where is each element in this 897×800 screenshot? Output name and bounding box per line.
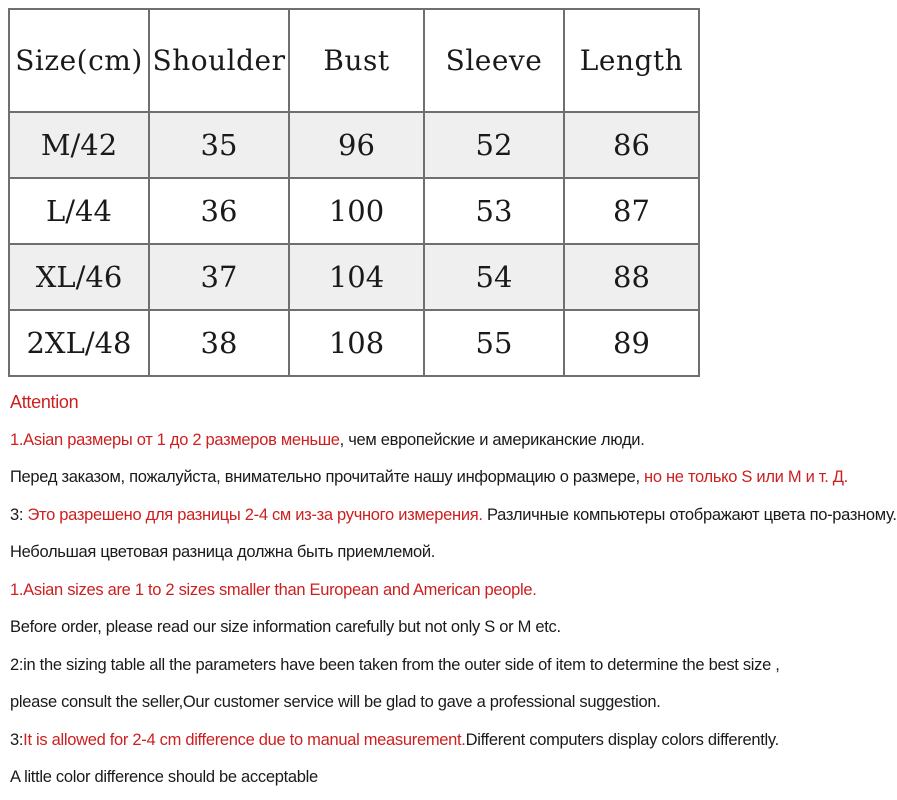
table-row — [9, 178, 699, 244]
table-header-row — [9, 9, 699, 112]
table-row — [9, 112, 699, 178]
note-line-ru-4 — [10, 534, 800, 572]
note-text: 3: — [10, 730, 24, 749]
note-text: 2:in the sizing table all the parameters have been taken from the outer side of item to determine the best size , — [10, 655, 780, 674]
attention-heading — [10, 384, 800, 422]
note-text: Перед заказом, пожалуйста, внимательно прочитайте нашу информацию о размере, — [10, 468, 645, 486]
note-line-en-2 — [10, 609, 800, 647]
note-red-text: 1.Asian sizes are 1 to 2 sizes smaller than European and American people. — [10, 580, 537, 599]
header-length: Length — [564, 9, 699, 112]
table-cell: L/44 — [9, 178, 149, 244]
table-cell: 86 — [564, 112, 699, 178]
note-red-text: It is allowed for 2-4 cm difference due to manual measurement. — [23, 730, 466, 749]
table-cell: M/42 — [9, 112, 149, 178]
note-red-text: 1.Asian размеры от 1 до 2 размеров меньше — [10, 430, 340, 449]
header-bust: Bust — [289, 9, 424, 112]
table-cell: 36 — [149, 178, 289, 244]
note-line-en-4 — [10, 684, 800, 722]
note-text: Before order, please read our size information carefully but not only S or M etc. — [10, 618, 561, 636]
note-line-ru-3 — [10, 497, 897, 535]
note-line-en-1 — [10, 572, 800, 610]
table-row — [9, 310, 699, 376]
table-row — [9, 244, 699, 310]
table-cell: 108 — [289, 310, 424, 376]
note-text: 3: — [10, 505, 28, 524]
header-size: Size(cm) — [9, 9, 149, 112]
size-chart-table — [8, 8, 700, 377]
size-notes — [10, 384, 897, 797]
table-cell: 55 — [424, 310, 564, 376]
table-cell: 88 — [564, 244, 699, 310]
header-shoulder: Shoulder — [149, 9, 289, 112]
note-text: please consult the seller,Our customer service will be glad to gave a professional suggestion. — [10, 693, 661, 711]
table-cell: 104 — [289, 244, 424, 310]
header-sleeve: Sleeve — [424, 9, 564, 112]
note-red-text: Это разрешено для разницы 2-4 см из-за ручного измерения. — [27, 505, 483, 524]
note-line-en-6 — [10, 759, 800, 797]
note-red-text: но не только S или M и т. Д. — [644, 468, 848, 486]
note-line-ru-2 — [10, 459, 848, 497]
table-cell: 89 — [564, 310, 699, 376]
table-cell: 38 — [149, 310, 289, 376]
note-text: Different computers display colors differently. — [465, 730, 779, 749]
table-cell: 96 — [289, 112, 424, 178]
note-line-ru-1 — [10, 422, 800, 460]
table-cell: 100 — [289, 178, 424, 244]
table-cell: 37 — [149, 244, 289, 310]
table-cell: 52 — [424, 112, 564, 178]
note-text: , чем европейские и американские люди. — [339, 430, 645, 449]
table-cell: 2XL/48 — [9, 310, 149, 376]
table-cell: 35 — [149, 112, 289, 178]
table-cell: 53 — [424, 178, 564, 244]
note-line-en-5 — [10, 722, 800, 760]
table-cell: XL/46 — [9, 244, 149, 310]
note-text: Небольшая цветовая разница должна быть приемлемой. — [10, 543, 436, 561]
note-line-en-3 — [10, 647, 800, 685]
table-cell: 87 — [564, 178, 699, 244]
table-cell: 54 — [424, 244, 564, 310]
note-text: A little color difference should be acceptable — [10, 768, 318, 786]
note-text: Различные компьютеры отображают цвета по-разному. — [482, 505, 897, 524]
attention-label: Attention — [10, 392, 79, 412]
